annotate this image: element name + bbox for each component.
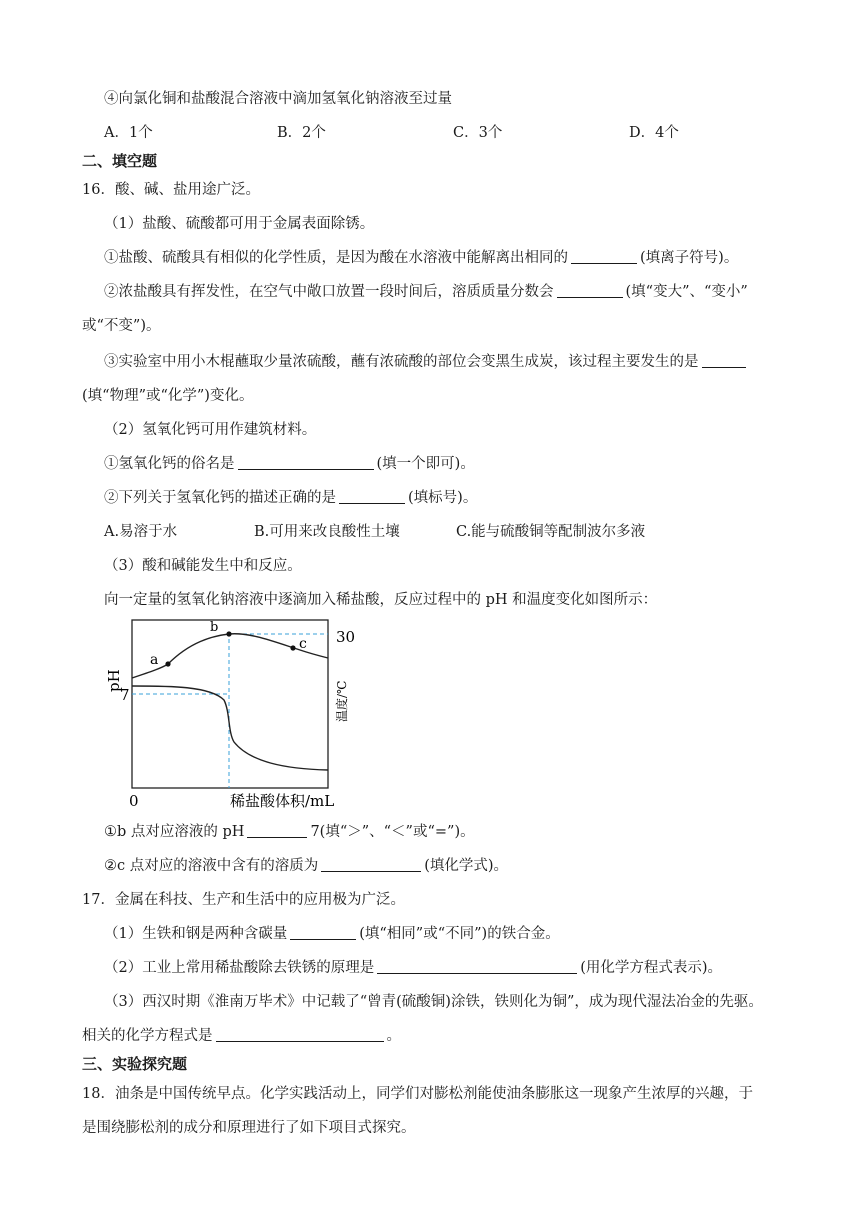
answer-blank[interactable] <box>557 283 623 298</box>
answer-blank[interactable] <box>321 857 421 872</box>
ph-curve <box>132 686 328 770</box>
answer-blank[interactable] <box>702 353 746 368</box>
q16-part3-b-text: ②c 点对应的溶液中含有的溶质为 <box>104 858 319 874</box>
q16-part3-a-text: ①b 点对应溶液的 pH <box>104 824 245 840</box>
q18-stem-cont: 是围绕膨松剂的成分和原理进行了如下项目式探究。 <box>82 1120 416 1136</box>
q16-part2-a-hint: (填一个即可)。 <box>376 456 475 472</box>
q16-part3-a-hint: 7(填“＞”、“＜”或“=”)。 <box>310 824 475 840</box>
q16-part3-b <box>104 856 508 876</box>
q16-stem: 16．酸、碱、盐用途广泛。 <box>82 182 260 198</box>
answer-blank[interactable] <box>216 1027 384 1042</box>
ph-temperature-chart <box>100 612 370 812</box>
answer-blank[interactable] <box>339 489 405 504</box>
point-b-label: b <box>210 620 219 635</box>
q16-part2-a <box>104 454 475 474</box>
q16-part1-c <box>104 352 749 372</box>
point-a <box>165 661 170 666</box>
q16-part1-b-text: ②浓盐酸具有挥发性，在空气中敞口放置一段时间后，溶质质量分数会 <box>104 284 554 300</box>
q17-part2-hint: (用化学方程式表示)。 <box>580 960 723 976</box>
q17-stem: 17．金属在科技、生产和生活中的应用极为广泛。 <box>82 892 405 908</box>
q17-part3: （3）西汉时期《淮南万毕术》中记载了“曾青(硫酸铜)涂铁，铁则化为铜”，成为现代湿法冶金的先驱。 <box>104 994 763 1010</box>
q16-part2-b-text: ②下列关于氢氧化钙的描述正确的是 <box>104 490 336 506</box>
q16-part2-option-b: B.可用来改良酸性土壤 <box>254 524 400 540</box>
q16-part1-a-text: ①盐酸、硫酸具有相似的化学性质，是因为酸在水溶液中能解离出相同的 <box>104 250 568 266</box>
q17-part1 <box>104 924 560 944</box>
left-tick-7: 7 <box>120 686 130 704</box>
q16-part1-b-hint: (填“变大”、“变小” <box>625 284 748 300</box>
q16-part2-b-hint: (填标号)。 <box>408 490 478 506</box>
q16-part2-option-a: A.易溶于水 <box>104 524 178 540</box>
q16-part2-option-c: C.能与硫酸铜等配制波尔多液 <box>456 524 646 540</box>
point-c-label: c <box>299 636 307 652</box>
q16-part3-a <box>104 822 475 842</box>
q15-option-d: D．4个 <box>629 125 679 141</box>
q16-part2: （2）氢氧化钙可用作建筑材料。 <box>104 422 317 438</box>
section-title-fill-blank: 二、填空题 <box>82 152 158 170</box>
answer-blank[interactable] <box>247 823 307 838</box>
answer-blank[interactable] <box>377 959 577 974</box>
q16-part1-c-cont: (填“物理”或“化学”)变化。 <box>82 388 254 404</box>
q17-part1-text: （1）生铁和钢是两种含碳量 <box>104 926 288 942</box>
y-axis-right-label: 温度/℃ <box>335 680 349 722</box>
q15-option-b: B．2个 <box>277 125 326 141</box>
point-b <box>226 631 231 636</box>
q17-part2-text: （2）工业上常用稀盐酸除去铁锈的原理是 <box>104 960 375 976</box>
q16-part1-b-cont: 或“不变”)。 <box>82 318 161 334</box>
q16-part1-a <box>104 248 738 268</box>
q16-part1: （1）盐酸、硫酸都可用于金属表面除锈。 <box>104 216 375 232</box>
q18-stem: 18．油条是中国传统早点。化学实践活动上，同学们对膨松剂能使油条膨胀这一现象产生浓厚的兴趣，于 <box>82 1086 753 1102</box>
q16-part3: （3）酸和碱能发生中和反应。 <box>104 558 302 574</box>
q15-option-a: A．1个 <box>104 125 153 141</box>
right-tick-30: 30 <box>336 628 356 646</box>
q16-part3-desc: 向一定量的氢氧化钠溶液中逐滴加入稀盐酸，反应过程中的 pH 和温度变化如图所示： <box>104 592 658 608</box>
q15-item4: ④向氯化铜和盐酸混合溶液中滴加氢氧化钠溶液至过量 <box>104 91 452 107</box>
q16-part1-b <box>104 282 748 302</box>
point-c <box>290 645 295 650</box>
y-axis-left-label: pH <box>105 669 123 692</box>
q17-part3-cont <box>82 1026 401 1046</box>
q16-part2-a-text: ①氢氧化钙的俗名是 <box>104 456 235 472</box>
q16-part1-a-hint: (填离子符号)。 <box>640 250 739 266</box>
answer-blank[interactable] <box>571 249 637 264</box>
q16-part1-c-text: ③实验室中用小木棍蘸取少量浓硫酸，蘸有浓硫酸的部位会变黑生成炭，该过程主要发生的是 <box>104 354 699 370</box>
q16-part3-b-hint: (填化学式)。 <box>424 858 509 874</box>
q17-part3-cont-end: 。 <box>386 1028 401 1044</box>
q17-part2 <box>104 958 722 978</box>
point-a-label: a <box>150 652 159 668</box>
q16-part2-b <box>104 488 477 508</box>
section-title-experiment: 三、实验探究题 <box>82 1055 188 1073</box>
q17-part1-hint: (填“相同”或“不同”)的铁合金。 <box>359 926 560 942</box>
answer-blank[interactable] <box>238 455 374 470</box>
q17-part3-cont-text: 相关的化学方程式是 <box>82 1028 213 1044</box>
q15-option-c: C．3个 <box>453 125 503 141</box>
answer-blank[interactable] <box>290 925 356 940</box>
origin-label: 0 <box>129 792 139 810</box>
x-axis-label: 稀盐酸体积/mL <box>230 792 335 810</box>
